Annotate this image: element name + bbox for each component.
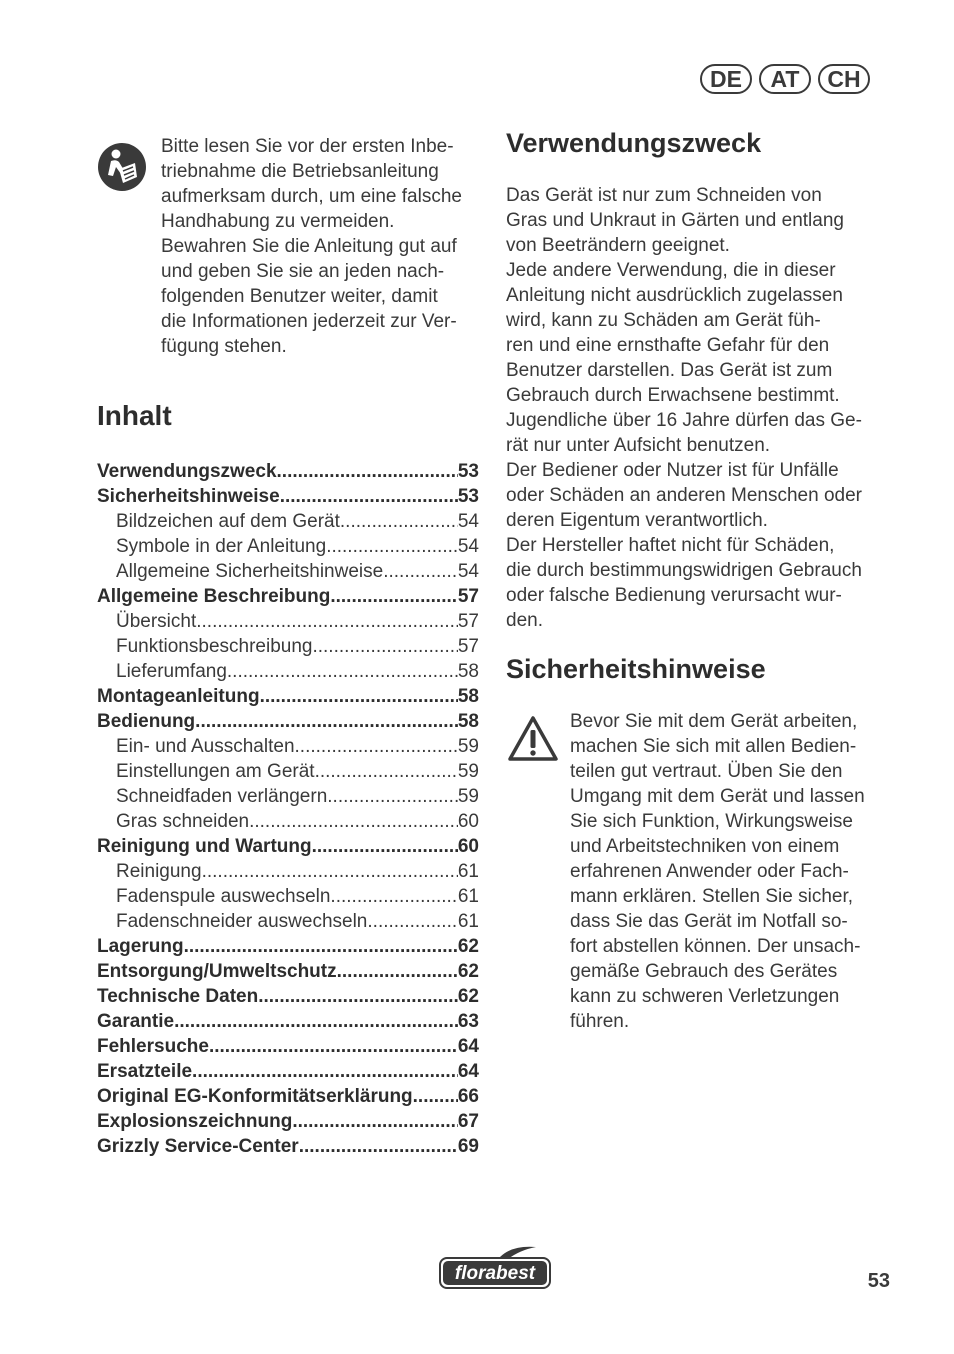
toc-entry-page: 62 <box>457 961 479 982</box>
toc-entry <box>97 859 479 884</box>
toc-entry-leader <box>249 809 458 834</box>
toc-entry-page: 66 <box>457 1086 479 1107</box>
toc-entry <box>97 1034 479 1059</box>
svg-text:florabest: florabest <box>454 1263 536 1284</box>
toc-entry-page: 58 <box>457 686 479 707</box>
toc-entry-page: 59 <box>457 786 479 807</box>
toc-entry <box>97 1109 479 1134</box>
toc-entry <box>97 734 479 759</box>
toc-entry-label: Reinigung und Wartung <box>97 836 312 857</box>
toc-entry-label: Sicherheitshinweise <box>97 486 280 507</box>
toc-entry <box>97 834 479 859</box>
table-of-contents <box>97 459 479 1159</box>
toc-entry-label: Fehlersuche <box>97 1036 209 1057</box>
toc-entry-leader <box>312 834 458 859</box>
toc-entry <box>97 534 479 559</box>
toc-entry-label: Lagerung <box>97 936 184 957</box>
intro-text: Bitte lesen Sie vor der ersten Inbe- triebnahme die Betriebsanleitung aufmerksam durch, um eine falsche Handhabung zu vermeiden. Bewahren Sie die Anleitung gut auf und geben Sie sie an jeden nach- folgenden Benutzer weiter, damit die Informationen jederzeit zur Ver- fügung stehen. <box>161 136 462 357</box>
toc-entry-page: 64 <box>457 1061 479 1082</box>
toc-entry <box>97 484 479 509</box>
toc-entry-leader <box>227 659 458 684</box>
toc-entry-page: 53 <box>457 486 479 507</box>
toc-entry-leader <box>292 1109 458 1134</box>
toc-entry <box>97 1134 479 1159</box>
toc-entry <box>97 684 479 709</box>
toc-entry <box>97 759 479 784</box>
toc-entry <box>97 984 479 1009</box>
toc-entry <box>97 809 479 834</box>
toc-entry-leader <box>315 759 458 784</box>
toc-entry-leader <box>340 509 458 534</box>
warning-triangle-icon <box>507 714 559 762</box>
toc-entry-page: 57 <box>457 586 479 607</box>
florabest-logo <box>438 1245 552 1291</box>
read-manual-icon <box>97 142 147 192</box>
toc-entry <box>97 634 479 659</box>
toc-entry-label: Ersatzteile <box>97 1061 193 1082</box>
toc-entry-leader <box>326 534 458 559</box>
toc-entry-leader <box>209 1034 458 1059</box>
toc-entry-page: 62 <box>457 986 479 1007</box>
toc-entry-page: 54 <box>457 511 479 532</box>
toc-entry-label: Garantie <box>97 1011 175 1032</box>
toc-entry <box>97 709 479 734</box>
toc-entry-label: Übersicht <box>116 611 197 632</box>
toc-entry-label: Bedienung <box>97 711 196 732</box>
toc-entry-leader <box>202 859 458 884</box>
toc-entry-label: Ein- und Ausschalten <box>116 736 295 757</box>
toc-entry-label: Funktionsbeschreibung <box>116 636 313 657</box>
toc-entry-leader <box>196 609 458 634</box>
toc-entry-leader <box>337 959 458 984</box>
toc-entry-page: 67 <box>457 1111 479 1132</box>
toc-entry-page: 53 <box>457 461 479 482</box>
toc-entry-label: Montageanleitung <box>97 686 260 707</box>
toc-entry-leader <box>195 709 458 734</box>
toc-entry-label: Allgemeine Beschreibung <box>97 586 331 607</box>
toc-entry <box>97 609 479 634</box>
toc-entry-page: 54 <box>457 561 479 582</box>
toc-entry-label: Fadenschneider auswechseln <box>116 911 368 932</box>
toc-entry-label: Entsorgung/Umweltschutz <box>97 961 337 982</box>
toc-entry-page: 57 <box>457 636 479 657</box>
toc-entry-leader <box>383 559 458 584</box>
country-badge-at: AT <box>759 64 811 94</box>
toc-entry-leader <box>260 684 458 709</box>
purpose-text: Das Gerät ist nur zum Schneiden von Gras und Unkraut in Gärten und entlang von Beeträndern geeignet. Jede andere Verwendung, die in dieser Anleitung nicht ausdrücklich zugelassen wird, kann zu Schäden am Gerät füh- ren und eine ernsthafte Gefahr für den Benutzer darstellen. Das Gerät ist zum Gebrauch durch Erwachsene bestimmt. Jugendliche über 16 Jahre dürfen das Ge- rät nur unter Aufsicht benutzen. Der Bediener oder Nutzer ist für Unfälle oder Schäden an anderen Menschen oder deren Eigentum verantwortlich. Der Hersteller haftet nicht für Schäden, die durch bestimmungswidrigen Gebrauch oder falsche Bedienung verursacht wur- den. <box>506 185 862 631</box>
toc-entry <box>97 884 479 909</box>
toc-entry-label: Verwendungszweck <box>97 461 277 482</box>
toc-entry-page: 57 <box>457 611 479 632</box>
toc-entry-label: Explosionszeichnung <box>97 1111 293 1132</box>
toc-entry-label: Lieferumfang <box>116 661 227 682</box>
toc-entry-label: Allgemeine Sicherheitshinweise <box>116 561 384 582</box>
toc-entry-page: 69 <box>457 1136 479 1157</box>
toc-entry-page: 60 <box>457 811 479 832</box>
toc-entry-leader <box>299 1134 458 1159</box>
toc-entry <box>97 1059 479 1084</box>
toc-entry-page: 62 <box>457 936 479 957</box>
toc-entry-page: 58 <box>457 661 479 682</box>
toc-entry-leader <box>280 484 458 509</box>
toc-entry-page: 54 <box>457 536 479 557</box>
safety-text: Bevor Sie mit dem Gerät arbeiten, machen Sie sich mit allen Bedien- teilen gut vertraut. Üben Sie den Umgang mit dem Gerät und lassen Sie sich Funktion, Wirkungsweise und Arbeitstechniken von einem erfahrenen Anwender oder Fach- mann erklären. Stellen Sie sicher, dass Sie das Gerät im Notfall so- fort abstellen können. Der unsach- gemäße Gebrauch des Gerätes kann zu schweren Verletzungen führen. <box>570 711 865 1032</box>
toc-entry-page: 61 <box>457 911 479 932</box>
toc-title: Inhalt <box>97 400 172 431</box>
toc-entry-leader <box>174 1009 458 1034</box>
toc-entry-label: Bildzeichen auf dem Gerät <box>116 511 340 532</box>
toc-entry-leader <box>327 784 458 809</box>
country-badge-de: DE <box>700 64 752 94</box>
toc-entry-label: Einstellungen am Gerät <box>116 761 315 782</box>
toc-entry-page: 63 <box>457 1011 479 1032</box>
toc-entry-leader <box>295 734 458 759</box>
toc-entry <box>97 1009 479 1034</box>
safety-title: Sicherheitshinweise <box>506 654 766 684</box>
toc-entry-leader <box>413 1084 458 1109</box>
toc-entry-leader <box>192 1059 458 1084</box>
toc-entry-label: Reinigung <box>116 861 202 882</box>
toc-entry-page: 59 <box>457 736 479 757</box>
toc-entry <box>97 784 479 809</box>
toc-entry-page: 59 <box>457 761 479 782</box>
toc-entry-leader <box>330 584 458 609</box>
page-number: 53 <box>867 1270 890 1292</box>
toc-entry-label: Symbole in der Anleitung <box>116 536 327 557</box>
toc-entry-leader <box>277 459 458 484</box>
toc-entry <box>97 934 479 959</box>
toc-entry-label: Schneidfaden verlängern <box>116 786 328 807</box>
toc-entry-page: 58 <box>457 711 479 732</box>
toc-entry-leader <box>184 934 458 959</box>
toc-entry <box>97 459 479 484</box>
toc-entry <box>97 559 479 584</box>
country-badges <box>700 64 870 94</box>
toc-entry-page: 64 <box>457 1036 479 1057</box>
toc-entry-label: Fadenspule auswechseln <box>116 886 331 907</box>
toc-entry-leader <box>367 909 457 934</box>
toc-entry <box>97 509 479 534</box>
toc-entry-page: 60 <box>457 836 479 857</box>
country-badge-ch: CH <box>818 64 870 94</box>
purpose-title: Verwendungszweck <box>506 128 762 158</box>
toc-entry-label: Gras schneiden <box>116 811 250 832</box>
toc-entry-page: 61 <box>457 886 479 907</box>
toc-entry-leader <box>330 884 457 909</box>
toc-entry-leader <box>258 984 458 1009</box>
toc-entry <box>97 909 479 934</box>
toc-entry-label: Grizzly Service-Center <box>97 1136 299 1157</box>
toc-entry <box>97 659 479 684</box>
toc-entry <box>97 1084 479 1109</box>
toc-entry-leader <box>312 634 457 659</box>
toc-entry-page: 61 <box>457 861 479 882</box>
toc-entry <box>97 959 479 984</box>
toc-entry <box>97 584 479 609</box>
toc-entry-label: Original EG-Konformitätserklärung <box>97 1086 413 1107</box>
toc-entry-label: Technische Daten <box>97 986 259 1007</box>
